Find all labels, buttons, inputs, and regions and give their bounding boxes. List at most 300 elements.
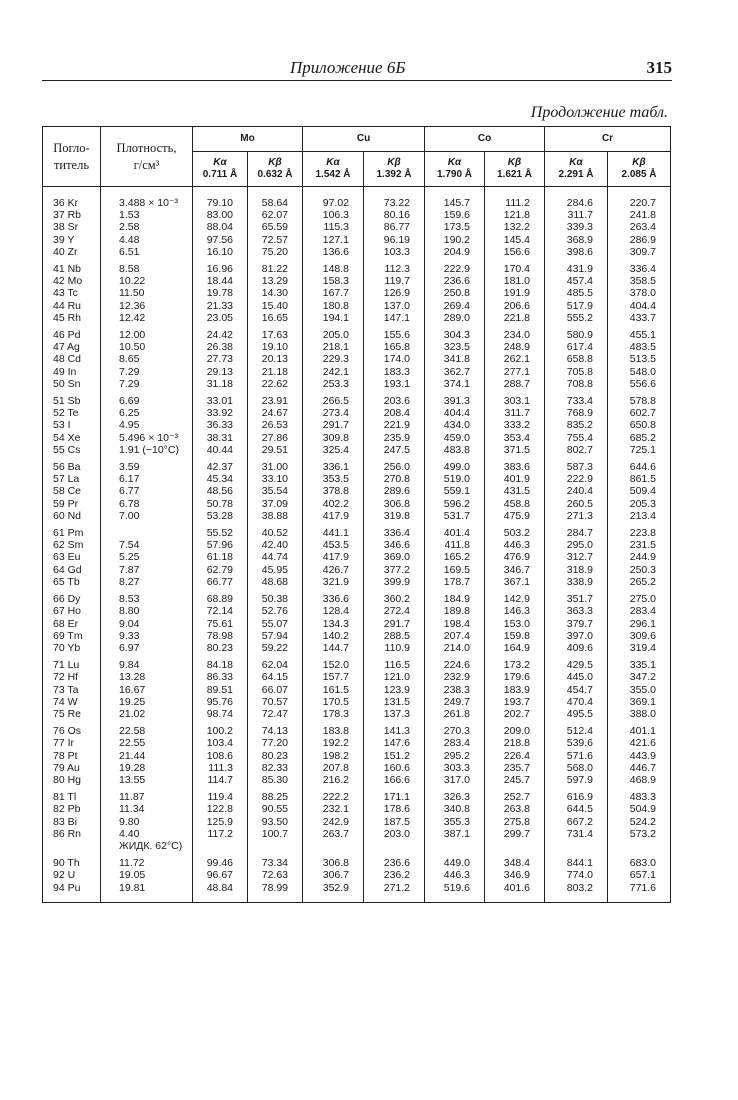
coefficient-cell: 755.4 bbox=[545, 432, 608, 444]
coefficient-cell: 309.6 bbox=[608, 630, 671, 642]
coefficient-cell: 244.9 bbox=[608, 551, 671, 563]
coefficient-cell: 183.3 bbox=[364, 366, 425, 378]
coefficient-cell: 499.0 bbox=[425, 456, 485, 473]
absorber-cell: 82 Pb bbox=[43, 803, 101, 815]
coefficient-cell: 70.57 bbox=[248, 696, 303, 708]
coefficient-cell: 202.7 bbox=[485, 708, 545, 720]
coefficient-cell: 190.2 bbox=[425, 234, 485, 246]
density-cell: 7.29 bbox=[101, 366, 193, 378]
table-body bbox=[43, 187, 671, 903]
density-cell: 11.34 bbox=[101, 803, 193, 815]
coefficient-cell: 303.3 bbox=[425, 762, 485, 774]
coefficient-cell: 318.9 bbox=[545, 564, 608, 576]
coefficient-cell: 455.1 bbox=[608, 324, 671, 341]
coefficient-cell: 145.4 bbox=[485, 234, 545, 246]
coefficient-cell: 48.84 bbox=[193, 882, 248, 903]
coefficient-cell: 218.1 bbox=[303, 341, 364, 353]
density-cell: 8.27 bbox=[101, 576, 193, 588]
table-row bbox=[43, 300, 671, 312]
coefficient-cell: 519.6 bbox=[425, 882, 485, 903]
coefficient-cell: 321.9 bbox=[303, 576, 364, 588]
coefficient-cell: 20.13 bbox=[248, 353, 303, 365]
coefficient-cell: 371.5 bbox=[485, 444, 545, 456]
coefficient-cell: 148.8 bbox=[303, 258, 364, 275]
table-row bbox=[43, 762, 671, 774]
coefficient-cell: 459.0 bbox=[425, 432, 485, 444]
absorber-cell: 73 Ta bbox=[43, 684, 101, 696]
coefficient-cell: 57.94 bbox=[248, 630, 303, 642]
coefficient-cell: 616.9 bbox=[545, 786, 608, 803]
density-cell: 8.58 bbox=[101, 258, 193, 275]
coefficient-cell: 55.07 bbox=[248, 618, 303, 630]
coefficient-cell: 275.8 bbox=[485, 816, 545, 828]
coefficient-cell: 312.7 bbox=[545, 551, 608, 563]
coefficient-cell: 236.6 bbox=[425, 275, 485, 287]
coefficient-cell: 234.0 bbox=[485, 324, 545, 341]
density-cell: 7.00 bbox=[101, 510, 193, 522]
coefficient-cell: 170.4 bbox=[485, 258, 545, 275]
coefficient-cell: 13.29 bbox=[248, 275, 303, 287]
coefficient-cell: 250.8 bbox=[425, 287, 485, 299]
coefficient-cell: 59.22 bbox=[248, 642, 303, 654]
density-cell: 2.58 bbox=[101, 221, 193, 233]
coefficient-cell: 214.0 bbox=[425, 642, 485, 654]
coefficient-cell: 336.4 bbox=[364, 522, 425, 539]
absorber-cell: 56 Ba bbox=[43, 456, 101, 473]
coefficient-cell: 685.2 bbox=[608, 432, 671, 444]
coefficient-cell bbox=[193, 840, 248, 852]
coefficient-cell: 128.4 bbox=[303, 605, 364, 617]
table-row bbox=[43, 642, 671, 654]
absorber-cell: 75 Re bbox=[43, 708, 101, 720]
absorber-cell: 94 Pu bbox=[43, 882, 101, 903]
coefficient-cell: 78.98 bbox=[193, 630, 248, 642]
table-row bbox=[43, 869, 671, 881]
coefficient-cell: 38.31 bbox=[193, 432, 248, 444]
coefficient-cell: 229.3 bbox=[303, 353, 364, 365]
coefficient-cell: 253.3 bbox=[303, 378, 364, 390]
coefficient-cell: 203.0 bbox=[364, 828, 425, 840]
coefficient-cell: 181.0 bbox=[485, 275, 545, 287]
absorber-cell: 72 Hf bbox=[43, 671, 101, 683]
table-row bbox=[43, 588, 671, 605]
coefficient-cell: 426.7 bbox=[303, 564, 364, 576]
coefficient-cell: 31.00 bbox=[248, 456, 303, 473]
coefficient-cell: 68.89 bbox=[193, 588, 248, 605]
coefficient-cell bbox=[425, 840, 485, 852]
page-header bbox=[42, 58, 672, 82]
coefficient-cell: 156.6 bbox=[485, 246, 545, 258]
coefficient-cell: 137.0 bbox=[364, 300, 425, 312]
density-cell: 6.78 bbox=[101, 498, 193, 510]
table-row bbox=[43, 684, 671, 696]
coefficient-cell: 326.3 bbox=[425, 786, 485, 803]
coefficient-cell: 265.2 bbox=[608, 576, 671, 588]
line-header bbox=[608, 152, 671, 187]
table-header bbox=[43, 127, 671, 187]
coefficient-cell: 597.9 bbox=[545, 774, 608, 786]
coefficient-cell: 174.0 bbox=[364, 353, 425, 365]
coefficient-cell: 250.3 bbox=[608, 564, 671, 576]
coefficient-cell: 81.22 bbox=[248, 258, 303, 275]
coefficient-cell: 159.8 bbox=[485, 630, 545, 642]
coefficient-cell: 80.23 bbox=[248, 750, 303, 762]
coefficient-cell: 96.67 bbox=[193, 869, 248, 881]
absorber-cell: 43 Tc bbox=[43, 287, 101, 299]
coefficient-cell: 73.22 bbox=[364, 187, 425, 210]
coefficient-cell: 75.20 bbox=[248, 246, 303, 258]
coefficient-cell: 193.7 bbox=[485, 696, 545, 708]
coefficient-cell: 417.9 bbox=[303, 551, 364, 563]
absorber-cell: 76 Os bbox=[43, 720, 101, 737]
line-symbol: Kβ bbox=[632, 157, 646, 168]
absorber-cell: 55 Cs bbox=[43, 444, 101, 456]
coefficient-cell: 378.8 bbox=[303, 485, 364, 497]
coefficient-cell: 205.0 bbox=[303, 324, 364, 341]
table-row bbox=[43, 419, 671, 431]
coefficient-cell: 89.51 bbox=[193, 684, 248, 696]
density-cell: 11.72 bbox=[101, 852, 193, 869]
coefficient-cell: 617.4 bbox=[545, 341, 608, 353]
coefficient-cell: 106.3 bbox=[303, 209, 364, 221]
coefficient-cell: 33.10 bbox=[248, 473, 303, 485]
coefficient-cell: 352.9 bbox=[303, 882, 364, 903]
density-cell: 6.51 bbox=[101, 246, 193, 258]
coefficient-cell: 222.2 bbox=[303, 786, 364, 803]
coefficient-cell: 377.2 bbox=[364, 564, 425, 576]
density-cell: 6.97 bbox=[101, 642, 193, 654]
coefficient-cell: 346.9 bbox=[485, 869, 545, 881]
coefficient-cell: 84.18 bbox=[193, 654, 248, 671]
coefficient-cell: 15.40 bbox=[248, 300, 303, 312]
density-cell: 12.42 bbox=[101, 312, 193, 324]
coefficient-cell: 26.38 bbox=[193, 341, 248, 353]
coefficient-cell: 284.7 bbox=[545, 522, 608, 539]
density-cell: 9.33 bbox=[101, 630, 193, 642]
coefficient-cell: 21.33 bbox=[193, 300, 248, 312]
coefficient-cell: 125.9 bbox=[193, 816, 248, 828]
coefficient-cell: 362.7 bbox=[425, 366, 485, 378]
coefficient-cell: 31.18 bbox=[193, 378, 248, 390]
coefficient-cell: 240.4 bbox=[545, 485, 608, 497]
coefficient-cell: 401.4 bbox=[425, 522, 485, 539]
line-symbol: Kβ bbox=[268, 157, 282, 168]
coefficient-cell: 261.8 bbox=[425, 708, 485, 720]
coefficient-cell: 235.9 bbox=[364, 432, 425, 444]
coefficient-cell: 114.7 bbox=[193, 774, 248, 786]
coefficient-cell: 289.6 bbox=[364, 485, 425, 497]
coefficient-cell: 580.9 bbox=[545, 324, 608, 341]
absorber-cell: 45 Rh bbox=[43, 312, 101, 324]
absorber-cell: 86 Rn bbox=[43, 828, 101, 840]
coefficient-cell: 108.6 bbox=[193, 750, 248, 762]
coefficient-cell: 73.34 bbox=[248, 852, 303, 869]
coefficient-cell: 296.1 bbox=[608, 618, 671, 630]
coefficient-cell: 160.6 bbox=[364, 762, 425, 774]
coefficient-cell: 64.15 bbox=[248, 671, 303, 683]
absorber-cell: 81 Tl bbox=[43, 786, 101, 803]
absorber-cell: 70 Yb bbox=[43, 642, 101, 654]
coefficient-cell: 401.6 bbox=[485, 882, 545, 903]
coefficient-cell: 378.0 bbox=[608, 287, 671, 299]
coefficient-cell: 29.51 bbox=[248, 444, 303, 456]
coefficient-cell: 204.9 bbox=[425, 246, 485, 258]
coefficient-cell: 72.63 bbox=[248, 869, 303, 881]
absorber-cell: 49 In bbox=[43, 366, 101, 378]
coefficient-cell: 369.0 bbox=[364, 551, 425, 563]
coefficient-cell: 232.1 bbox=[303, 803, 364, 815]
table-row bbox=[43, 774, 671, 786]
coefficient-cell: 341.8 bbox=[425, 353, 485, 365]
absorber-cell: 36 Kr bbox=[43, 187, 101, 210]
coefficient-cell: 44.74 bbox=[248, 551, 303, 563]
table-row bbox=[43, 510, 671, 522]
coefficient-cell: 103.4 bbox=[193, 737, 248, 749]
coefficient-cell: 539.6 bbox=[545, 737, 608, 749]
density-header: Плотность, г/см³ bbox=[101, 127, 193, 187]
density-cell: 10.22 bbox=[101, 275, 193, 287]
density-cell: 9.04 bbox=[101, 618, 193, 630]
page-number: 315 bbox=[646, 58, 672, 77]
table-row bbox=[43, 366, 671, 378]
coefficient-cell: 445.0 bbox=[545, 671, 608, 683]
absorber-cell: 90 Th bbox=[43, 852, 101, 869]
density-cell: 6.69 bbox=[101, 390, 193, 407]
coefficient-cell: 78.99 bbox=[248, 882, 303, 903]
coefficient-cell: 192.2 bbox=[303, 737, 364, 749]
coefficient-cell: 121.0 bbox=[364, 671, 425, 683]
table-row bbox=[43, 312, 671, 324]
coefficient-cell: 596.2 bbox=[425, 498, 485, 510]
coefficient-cell: 262.1 bbox=[485, 353, 545, 365]
coefficient-cell: 158.3 bbox=[303, 275, 364, 287]
coefficient-cell: 353.4 bbox=[485, 432, 545, 444]
coefficient-cell: 184.9 bbox=[425, 588, 485, 605]
coefficient-cell: 304.3 bbox=[425, 324, 485, 341]
coefficient-cell: 683.0 bbox=[608, 852, 671, 869]
coefficient-cell: 50.38 bbox=[248, 588, 303, 605]
coefficient-cell: 183.9 bbox=[485, 684, 545, 696]
coefficient-cell: 72.14 bbox=[193, 605, 248, 617]
absorber-cell: 68 Er bbox=[43, 618, 101, 630]
table-row bbox=[43, 786, 671, 803]
coefficient-cell: 58.64 bbox=[248, 187, 303, 210]
line-symbol: Kβ bbox=[387, 157, 401, 168]
coefficient-cell bbox=[303, 840, 364, 852]
table-row bbox=[43, 187, 671, 210]
coefficient-cell: 336.4 bbox=[608, 258, 671, 275]
coefficient-cell: 291.7 bbox=[303, 419, 364, 431]
density-cell: 6.25 bbox=[101, 407, 193, 419]
coefficient-cell: 338.9 bbox=[545, 576, 608, 588]
coefficient-cell bbox=[608, 840, 671, 852]
coefficient-cell: 88.25 bbox=[248, 786, 303, 803]
line-header bbox=[248, 152, 303, 187]
coefficient-cell: 288.7 bbox=[485, 378, 545, 390]
coefficient-cell: 178.3 bbox=[303, 708, 364, 720]
coefficient-cell: 48.68 bbox=[248, 576, 303, 588]
coefficient-cell: 16.65 bbox=[248, 312, 303, 324]
absorber-cell: 42 Mo bbox=[43, 275, 101, 287]
coefficient-cell: 169.5 bbox=[425, 564, 485, 576]
coefficient-cell: 733.4 bbox=[545, 390, 608, 407]
absorber-cell: 40 Zr bbox=[43, 246, 101, 258]
coefficient-cell: 319.8 bbox=[364, 510, 425, 522]
coefficient-cell: 88.04 bbox=[193, 221, 248, 233]
coefficient-cell: 275.0 bbox=[608, 588, 671, 605]
absorber-cell: 63 Eu bbox=[43, 551, 101, 563]
coefficient-cell: 110.9 bbox=[364, 642, 425, 654]
coefficient-cell: 355.3 bbox=[425, 816, 485, 828]
coefficient-cell: 171.1 bbox=[364, 786, 425, 803]
coefficient-cell: 144.7 bbox=[303, 642, 364, 654]
density-cell: 22.58 bbox=[101, 720, 193, 737]
density-cell: 12.36 bbox=[101, 300, 193, 312]
coefficient-cell: 284.6 bbox=[545, 187, 608, 210]
coefficient-cell: 203.6 bbox=[364, 390, 425, 407]
wavelength: 0.632 Å bbox=[257, 169, 293, 180]
absorber-cell: 77 Ir bbox=[43, 737, 101, 749]
coefficient-cell: 65.59 bbox=[248, 221, 303, 233]
absorber-cell: 52 Te bbox=[43, 407, 101, 419]
coefficient-cell: 379.7 bbox=[545, 618, 608, 630]
coefficient-cell: 587.3 bbox=[545, 456, 608, 473]
absorber-cell: 60 Nd bbox=[43, 510, 101, 522]
coefficient-cell: 36.33 bbox=[193, 419, 248, 431]
coefficient-cell: 351.7 bbox=[545, 588, 608, 605]
coefficient-cell: 121.8 bbox=[485, 209, 545, 221]
absorber-cell: 50 Sn bbox=[43, 378, 101, 390]
density-cell: 19.25 bbox=[101, 696, 193, 708]
coefficient-cell: 33.92 bbox=[193, 407, 248, 419]
absorber-cell: 64 Gd bbox=[43, 564, 101, 576]
coefficient-cell: 21.18 bbox=[248, 366, 303, 378]
coefficient-cell: 548.0 bbox=[608, 366, 671, 378]
line-symbol: Kβ bbox=[507, 157, 522, 168]
coefficient-cell: 82.33 bbox=[248, 762, 303, 774]
coefficient-cell: 161.5 bbox=[303, 684, 364, 696]
coefficient-cell: 429.5 bbox=[545, 654, 608, 671]
coefficient-cell: 155.6 bbox=[364, 324, 425, 341]
density-cell: 11.50 bbox=[101, 287, 193, 299]
coefficient-cell: 86.33 bbox=[193, 671, 248, 683]
coefficient-cell: 50.78 bbox=[193, 498, 248, 510]
coefficient-cell: 19.10 bbox=[248, 341, 303, 353]
table-row bbox=[43, 576, 671, 588]
coefficient-cell: 198.2 bbox=[303, 750, 364, 762]
coefficient-cell: 153.0 bbox=[485, 618, 545, 630]
coefficient-cell: 771.6 bbox=[608, 882, 671, 903]
coefficient-cell: 273.4 bbox=[303, 407, 364, 419]
table-row bbox=[43, 828, 671, 840]
coefficient-cell: 151.2 bbox=[364, 750, 425, 762]
coefficient-cell: 167.7 bbox=[303, 287, 364, 299]
density-cell: 19.05 bbox=[101, 869, 193, 881]
coefficient-cell: 173.2 bbox=[485, 654, 545, 671]
metal-header: Mo bbox=[193, 127, 303, 152]
coefficient-cell: 14.30 bbox=[248, 287, 303, 299]
coefficient-cell: 483.3 bbox=[608, 786, 671, 803]
coefficient-cell: 289.0 bbox=[425, 312, 485, 324]
coefficient-cell: 16.96 bbox=[193, 258, 248, 275]
coefficient-cell: 216.2 bbox=[303, 774, 364, 786]
coefficient-cell: 222.9 bbox=[425, 258, 485, 275]
coefficient-cell: 42.37 bbox=[193, 456, 248, 473]
coefficient-cell: 178.7 bbox=[425, 576, 485, 588]
absorber-cell: 46 Pd bbox=[43, 324, 101, 341]
coefficient-cell: 260.5 bbox=[545, 498, 608, 510]
coefficient-cell: 193.1 bbox=[364, 378, 425, 390]
density-cell: 11.87 bbox=[101, 786, 193, 803]
wavelength: 1.542 Å bbox=[315, 169, 351, 180]
coefficient-cell: 503.2 bbox=[485, 522, 545, 539]
table-row bbox=[43, 378, 671, 390]
coefficient-cell: 23.05 bbox=[193, 312, 248, 324]
coefficient-cell: 62.04 bbox=[248, 654, 303, 671]
coefficient-cell: 147.6 bbox=[364, 737, 425, 749]
coefficient-cell: 119.4 bbox=[193, 786, 248, 803]
coefficient-cell: 103.3 bbox=[364, 246, 425, 258]
density-cell: 22.55 bbox=[101, 737, 193, 749]
line-header bbox=[545, 152, 608, 187]
absorber-header: Погло- титель bbox=[43, 127, 101, 187]
coefficient-cell: 72.47 bbox=[248, 708, 303, 720]
density-cell: 5.496 × 10⁻³ bbox=[101, 432, 193, 444]
coefficient-cell: 111.2 bbox=[485, 187, 545, 210]
coefficient-cell: 512.4 bbox=[545, 720, 608, 737]
coefficient-cell: 165.2 bbox=[425, 551, 485, 563]
coefficient-cell: 38.88 bbox=[248, 510, 303, 522]
coefficient-cell: 434.0 bbox=[425, 419, 485, 431]
coefficient-cell: 117.2 bbox=[193, 828, 248, 840]
table-row bbox=[43, 456, 671, 473]
density-cell: 16.67 bbox=[101, 684, 193, 696]
coefficient-cell: 221.9 bbox=[364, 419, 425, 431]
coefficient-cell: 245.7 bbox=[485, 774, 545, 786]
coefficient-cell: 335.1 bbox=[608, 654, 671, 671]
coefficient-cell: 140.2 bbox=[303, 630, 364, 642]
coefficient-cell: 22.62 bbox=[248, 378, 303, 390]
absorber-cell: 61 Pm bbox=[43, 522, 101, 539]
coefficient-cell: 178.6 bbox=[364, 803, 425, 815]
coefficient-cell: 272.4 bbox=[364, 605, 425, 617]
table-row bbox=[43, 750, 671, 762]
absorber-cell bbox=[43, 840, 101, 852]
coefficient-cell: 27.73 bbox=[193, 353, 248, 365]
density-cell: 3.59 bbox=[101, 456, 193, 473]
coefficient-cell: 231.5 bbox=[608, 539, 671, 551]
coefficient-cell: 86.77 bbox=[364, 221, 425, 233]
coefficient-cell: 242.9 bbox=[303, 816, 364, 828]
coefficient-cell: 708.8 bbox=[545, 378, 608, 390]
metal-header: Cu bbox=[303, 127, 425, 152]
absorber-cell: 74 W bbox=[43, 696, 101, 708]
density-cell: 21.44 bbox=[101, 750, 193, 762]
table-row bbox=[43, 444, 671, 456]
coefficient-cell: 340.8 bbox=[425, 803, 485, 815]
table-row bbox=[43, 522, 671, 539]
coefficient-cell: 147.1 bbox=[364, 312, 425, 324]
coefficient-cell: 578.8 bbox=[608, 390, 671, 407]
line-symbol: Kα bbox=[447, 157, 462, 168]
table-row bbox=[43, 564, 671, 576]
coefficient-cell: 311.7 bbox=[545, 209, 608, 221]
absorber-cell: 71 Lu bbox=[43, 654, 101, 671]
coefficient-cell: 336.6 bbox=[303, 588, 364, 605]
density-cell: 6.77 bbox=[101, 485, 193, 497]
table-row bbox=[43, 882, 671, 903]
coefficient-cell: 48.56 bbox=[193, 485, 248, 497]
